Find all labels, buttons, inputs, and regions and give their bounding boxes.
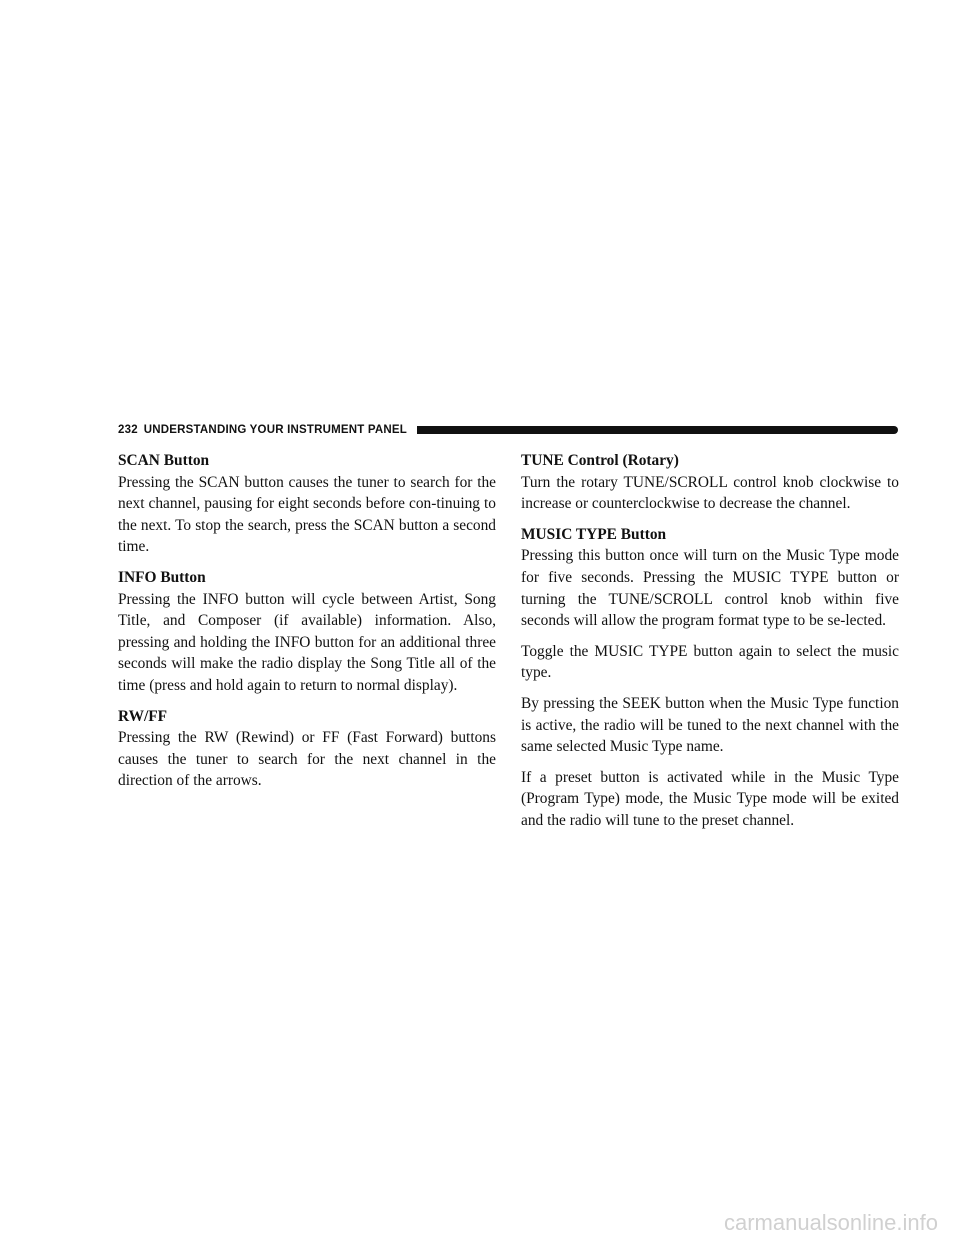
page-number: 232 [118, 424, 138, 436]
tune-heading: TUNE Control (Rotary) [521, 452, 679, 469]
music-type-paragraph-1: Pressing this button once will turn on the Music Type mode for five seconds. Pressing the MUSIC TYPE button or turning the TUNE/SCROLL control knob within five seconds will allow the program format type to be se-lected. [521, 547, 899, 630]
rwff-paragraph: Pressing the RW (Rewind) or FF (Fast Forward) buttons causes the tuner to search for the next channel in the direction of the arrows. [118, 729, 496, 790]
scan-heading: SCAN Button [118, 452, 210, 469]
scan-section [118, 450, 496, 558]
info-section [118, 567, 496, 697]
rwff-heading: RW/FF [118, 707, 168, 725]
music-type-section [521, 524, 899, 832]
page-header [118, 423, 898, 437]
music-type-paragraph-4: If a preset button is activated while in the Music Type (Program Type) mode, the Music Type mode will be exited and the radio will tune to the preset channel. [521, 768, 899, 829]
header-rule [417, 426, 898, 434]
rwff-section [118, 706, 496, 792]
left-column [118, 450, 496, 801]
tune-section [521, 450, 899, 515]
info-heading: INFO Button [118, 568, 206, 586]
scan-paragraph: Pressing the SCAN button causes the tuner to search for the next channel, pausing for eight seconds before con-tinuing to the next. To stop the search, press the SCAN button a second time. [118, 473, 496, 556]
watermark-logo: carmanualsonline.info [723, 1210, 938, 1235]
music-type-heading: MUSIC TYPE Button [521, 525, 667, 543]
info-paragraph: Pressing the INFO button will cycle between Artist, Song Title, and Composer (if available) information. Also, pressing and holding the INFO button for an additional three seconds will make the radio display the Song Title all of the time (press and hold again to return to normal display). [118, 590, 496, 694]
section-title: UNDERSTANDING YOUR INSTRUMENT PANEL [143, 424, 407, 436]
music-type-paragraph-3: By pressing the SEEK button when the Music Type function is active, the radio will be tuned to the next channel with the same selected Music Type name. [521, 694, 899, 756]
tune-paragraph: Turn the rotary TUNE/SCROLL control knob clockwise to increase or counterclockwise to decrease the channel. [521, 473, 899, 513]
music-type-paragraph-2: Toggle the MUSIC TYPE button again to select the music type. [521, 642, 899, 682]
right-column [521, 450, 899, 841]
